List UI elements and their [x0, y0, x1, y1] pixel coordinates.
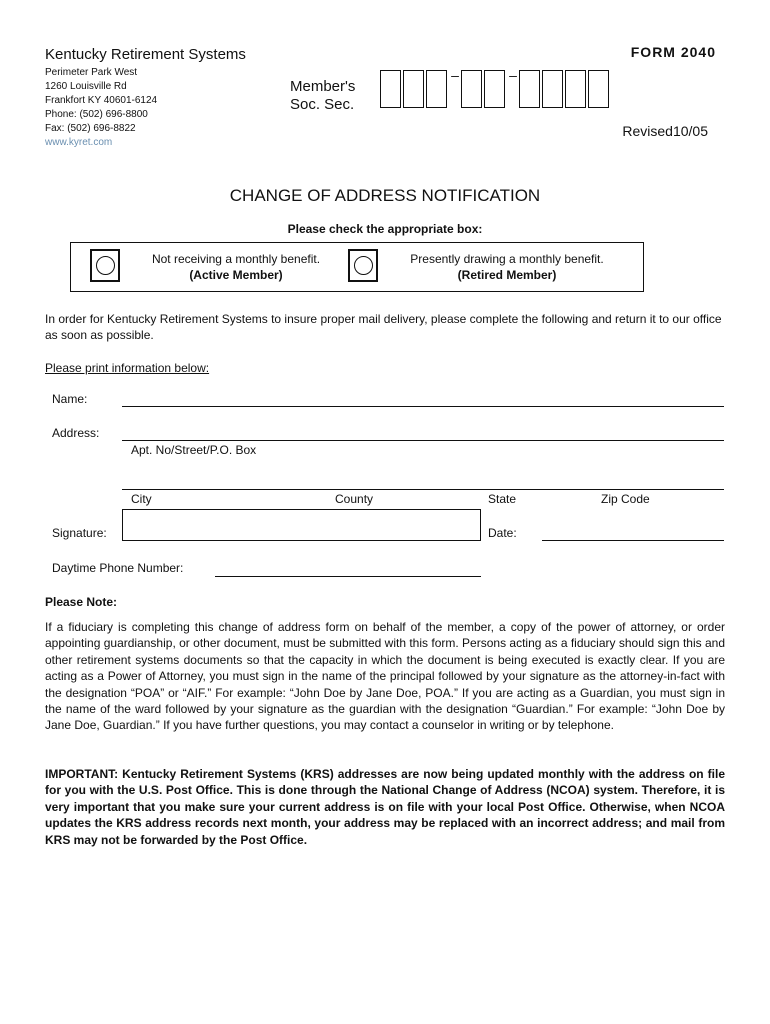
date-input-line[interactable]	[542, 540, 724, 541]
fax-line: Fax: (502) 696-8822	[45, 123, 136, 134]
ssn-digit-box[interactable]	[461, 70, 482, 108]
address-label: Address:	[52, 426, 100, 440]
note-paragraph: If a fiduciary is completing this change of address form on behalf of the member, a copy of the power of attorney, or order appointing guardianship, or other document, must be submitted with this form. Persons acting as a fiduciary should sign this and other retirement systems documents so that the capacity in which the document is being executed is exactly clear. If you are acting as a Power of Attorney, you must sign in the name of the principal followed by your signature as the attorney-in-fact with the designation “POA” or “AIF.” For example: “John Doe by Jane Doe, POA.” If you are acting as a Guardian, you must sign in the name of the ward followed by your signature as the guardian with the designation “Guardian.” For example: “John Doe by Jane Doe, Guardian.” If you have further questions, you may contact a counselor in writing or by telephone.	[45, 620, 725, 733]
signature-label: Signature:	[52, 526, 107, 540]
ssn-separator: –	[509, 67, 517, 83]
zip-label: Zip Code	[601, 492, 650, 506]
ssn-digit-box[interactable]	[588, 70, 609, 108]
ssn-input-group[interactable]	[380, 67, 611, 108]
ssn-separator: –	[451, 67, 459, 83]
active-member-option	[131, 251, 341, 283]
name-input-line[interactable]	[122, 406, 724, 407]
phone-line: Phone: (502) 696-8800	[45, 109, 148, 120]
phone-label: Daytime Phone Number:	[52, 561, 184, 575]
ssn-digit-box[interactable]	[484, 70, 505, 108]
print-instruction: Please print information below:	[45, 361, 210, 375]
address-line: Frankfort KY 40601-6124	[45, 95, 158, 106]
active-member-checkbox[interactable]	[90, 249, 120, 282]
retired-member-checkbox[interactable]	[348, 249, 378, 282]
ssn-digit-box[interactable]	[403, 70, 424, 108]
active-member-text: Not receiving a monthly benefit.	[151, 252, 321, 266]
circle-icon	[96, 256, 115, 275]
address-input-line[interactable]	[122, 440, 724, 441]
retired-member-sublabel: (Retired Member)	[457, 268, 557, 282]
name-label: Name:	[52, 392, 88, 406]
phone-input-line[interactable]	[215, 576, 481, 577]
note-heading: Please Note:	[45, 595, 118, 609]
city-state-input-line[interactable]	[122, 489, 724, 490]
circle-icon	[354, 256, 373, 275]
ssn-digit-box[interactable]	[426, 70, 447, 108]
revision-date: Revised10/05	[622, 123, 708, 139]
important-paragraph: IMPORTANT: Kentucky Retirement Systems (KRS) addresses are now being updated monthly with the address on file for you with the U.S. Post Office. This is done through the National Change of Address (NCOA) system. Therefore, it is very important that you make sure your current address is on file with your local Post Office. Otherwise, when NCOA updates the KRS address records next month, your address may be replaced with an incorrect address; and mail from KRS may not be forwarded by the Post Office.	[45, 767, 725, 847]
county-label: County	[335, 492, 374, 506]
intro-paragraph: In order for Kentucky Retirement Systems to insure proper mail delivery, please complete the following and return it to our office as soon as possible.	[45, 312, 722, 343]
ssn-label	[290, 78, 355, 114]
website-link[interactable]: www.kyret.com	[45, 137, 113, 148]
organization-name: Kentucky Retirement Systems	[45, 46, 246, 63]
address-line: 1260 Louisville Rd	[45, 81, 127, 92]
ssn-label-line2: Soc. Sec.	[290, 96, 355, 113]
active-member-sublabel: (Active Member)	[189, 268, 283, 282]
member-type-options	[70, 242, 644, 292]
form-number: FORM 2040	[630, 44, 716, 60]
ssn-digit-box[interactable]	[519, 70, 540, 108]
date-label: Date:	[488, 526, 517, 540]
city-label: City	[131, 492, 152, 506]
ssn-label-line1: Member's	[290, 78, 356, 95]
address-line: Perimeter Park West	[45, 67, 138, 78]
retired-member-text: Presently drawing a monthly benefit.	[410, 252, 604, 266]
ssn-digit-box[interactable]	[380, 70, 401, 108]
ssn-digit-box[interactable]	[542, 70, 563, 108]
signature-box[interactable]	[122, 509, 481, 541]
retired-member-option	[387, 251, 627, 283]
ssn-digit-box[interactable]	[565, 70, 586, 108]
check-prompt: Please check the appropriate box:	[287, 222, 483, 236]
address-sublabel: Apt. No/Street/P.O. Box	[131, 443, 257, 457]
form-title: CHANGE OF ADDRESS NOTIFICATION	[229, 186, 541, 205]
state-label: State	[488, 492, 517, 506]
